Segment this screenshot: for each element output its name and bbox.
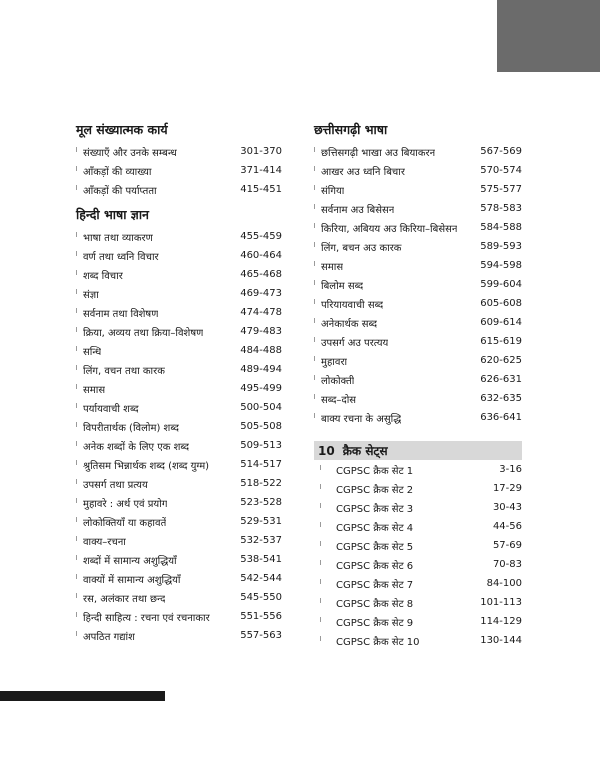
toc-entry [76,569,282,588]
entry-title: CGPSC क्रैक सेट 1 [314,463,413,477]
entry-pages: 455-459 [240,231,282,242]
entry-pages: 474-478 [240,307,282,318]
entry-pages: 557-563 [240,630,282,641]
entry-title: सन्धि [76,344,101,358]
toc-entry [314,389,522,408]
crack-sets-heading [314,441,522,460]
entry-pages: 101-113 [480,597,522,608]
entry-pages: 570-574 [480,165,522,176]
entry-pages: 17-29 [492,483,522,494]
entry-title: CGPSC क्रैक सेट 9 [314,615,413,629]
entry-title: उपसर्ग अउ परत्यय [314,335,388,349]
entry-title: लिंग, वचन तथा कारक [76,363,165,377]
entry-pages: 495-499 [240,383,282,394]
toc-entry [314,536,522,555]
entry-pages: 30-43 [492,502,522,513]
bottom-bar [0,691,165,701]
entry-title: विपरीतार्थक (विलोम) शब्द [76,420,179,434]
section-heading-hindi: हिन्दी भाषा ज्ञान [76,207,149,222]
entry-pages: 415-451 [240,184,282,195]
entry-pages: 489-494 [240,364,282,375]
entry-title: सर्वनाम अउ बिसेसन [314,202,394,216]
toc-entry [314,275,522,294]
corner-block [497,0,600,72]
section-heading-numeric: मूल संख्यात्मक कार्य [76,122,168,137]
entry-title: वाक्यों में सामान्य अशुद्धियाँ [76,572,181,586]
toc-entry [76,180,282,199]
entry-pages: 57-69 [492,540,522,551]
entry-title: CGPSC क्रैक सेट 10 [314,634,420,648]
entry-pages: 599-604 [480,279,522,290]
entry-pages: 620-625 [480,355,522,366]
entry-title: सब्द–दोस [314,392,356,406]
entry-pages: 551-556 [240,611,282,622]
entry-title: CGPSC क्रैक सेट 7 [314,577,413,591]
entry-pages: 578-583 [480,203,522,214]
toc-entry [314,408,522,427]
toc-entry [76,531,282,550]
entry-pages: 84-100 [486,578,522,589]
left-column [76,122,282,645]
entry-pages: 505-508 [240,421,282,432]
entry-pages: 484-488 [240,345,282,356]
entry-title: लोकोक्ती [314,373,354,387]
toc-entry [314,593,522,612]
entry-title: आखर अउ ध्वनि बिचार [314,164,405,178]
toc-entry [314,199,522,218]
toc-entry [76,398,282,417]
entry-pages: 545-550 [240,592,282,603]
entry-pages: 509-513 [240,440,282,451]
entry-title: शब्दों में सामान्य अशुद्धियाँ [76,553,177,567]
toc-entry [76,512,282,531]
entry-pages: 532-537 [240,535,282,546]
entry-pages: 114-129 [480,616,522,627]
entry-title: अनेक शब्दों के लिए एक शब्द [76,439,189,453]
toc-entry [76,322,282,341]
entry-title: लिंग, बचन अउ कारक [314,240,402,254]
toc-entry [76,227,282,246]
toc-entry [76,246,282,265]
entry-title: भाषा तथा व्याकरण [76,230,153,244]
entry-title: CGPSC क्रैक सेट 3 [314,501,413,515]
entry-title: बिलोम सब्द [314,278,363,292]
toc-entry [314,612,522,631]
entry-pages: 626-631 [480,374,522,385]
toc-entry [76,284,282,303]
toc-entry [76,303,282,322]
entry-title: हिन्दी साहित्य : रचना एवं रचनाकार [76,610,210,624]
toc-entry [314,370,522,389]
entry-title: CGPSC क्रैक सेट 6 [314,558,413,572]
entry-pages: 130-144 [480,635,522,646]
toc-entry [76,142,282,161]
toc-entry [76,626,282,645]
entry-pages: 518-522 [240,478,282,489]
crack-sets-title: क्रैक सेट्स [342,444,388,458]
entry-title: छत्तिसगढ़ी भाखा अउ बियाकरन [314,145,435,159]
entry-pages: 538-541 [240,554,282,565]
entry-title: अपठित गद्यांश [76,629,135,643]
toc-entry [76,550,282,569]
toc-entry [314,237,522,256]
entry-pages: 3-16 [499,464,522,475]
entries-crack-sets [314,460,522,650]
toc-entry [314,574,522,593]
entry-pages: 605-608 [480,298,522,309]
entry-title: किरिया, अबियय अउ किरिया–बिसेसन [314,221,457,235]
entry-pages: 584-588 [480,222,522,233]
entry-title: आँकड़ों की व्याख्या [76,164,152,178]
toc-entry [314,555,522,574]
toc-entry [314,142,522,161]
entry-pages: 594-598 [480,260,522,271]
entry-title: समास [76,382,105,396]
entry-pages: 567-569 [480,146,522,157]
entry-pages: 479-483 [240,326,282,337]
entry-pages: 615-619 [480,336,522,347]
entry-title: उपसर्ग तथा प्रत्यय [76,477,148,491]
toc-entry [314,313,522,332]
entry-pages: 469-473 [240,288,282,299]
entry-pages: 529-531 [240,516,282,527]
entry-title: मुहावरा [314,354,347,368]
entry-pages: 301-370 [240,146,282,157]
entry-title: वाक्य–रचना [76,534,126,548]
toc-entry [76,379,282,398]
toc-entry [314,332,522,351]
toc-entry [314,256,522,275]
entry-title: संगिया [314,183,344,197]
toc-entry [76,588,282,607]
entry-title: पर्यायवाची शब्द [76,401,139,415]
entry-title: समास [314,259,343,273]
entry-pages: 636-641 [480,412,522,423]
toc-entry [314,631,522,650]
entry-pages: 609-614 [480,317,522,328]
toc-entry [314,517,522,536]
entry-pages: 371-414 [240,165,282,176]
entry-title: CGPSC क्रैक सेट 5 [314,539,413,553]
toc-entry [76,436,282,455]
entry-title: शब्द विचार [76,268,123,282]
entries-chhattisgarhi [314,142,522,427]
entry-title: CGPSC क्रैक सेट 2 [314,482,413,496]
entry-title: क्रिया, अव्यय तथा क्रिया–विशेषण [76,325,203,339]
toc-entry [76,607,282,626]
toc-entry [314,218,522,237]
entry-pages: 460-464 [240,250,282,261]
toc-entry [76,265,282,284]
toc-entry [76,417,282,436]
toc-entry [314,180,522,199]
entry-pages: 44-56 [492,521,522,532]
entry-pages: 70-83 [492,559,522,570]
toc-entry [314,161,522,180]
toc-entry [76,455,282,474]
toc-entry [76,360,282,379]
entry-title: परियायवाची सब्द [314,297,383,311]
toc-entry [314,479,522,498]
entry-title: संज्ञा [76,287,99,301]
toc-entry [76,161,282,180]
entry-title: CGPSC क्रैक सेट 4 [314,520,413,534]
entry-pages: 523-528 [240,497,282,508]
toc-entry [314,351,522,370]
entry-pages: 465-468 [240,269,282,280]
entries-hindi [76,227,282,645]
entry-title: मुहावरे : अर्थ एवं प्रयोग [76,496,167,510]
entry-pages: 500-504 [240,402,282,413]
entry-pages: 542-544 [240,573,282,584]
entry-pages: 632-635 [480,393,522,404]
toc-entry [314,498,522,517]
entry-title: संख्याएँ और उनके सम्बन्ध [76,145,177,159]
toc-entry [76,474,282,493]
entry-title: सर्वनाम तथा विशेषण [76,306,158,320]
entry-title: लोकोक्तियाँ या कहावतें [76,515,166,529]
entry-pages: 575-577 [480,184,522,195]
toc-entry [314,294,522,313]
right-column [314,122,522,650]
entry-title: श्रुतिसम भिन्नार्थक शब्द (शब्द युग्म) [76,458,209,472]
entries-numeric [76,142,282,199]
toc-entry [314,460,522,479]
entry-title: रस, अलंकार तथा छन्द [76,591,165,605]
entry-title: बाक्य रचना के असुद्धि [314,411,401,425]
entry-title: आँकड़ों की पर्याप्तता [76,183,157,197]
section-heading-chhattisgarhi: छत्तीसगढ़ी भाषा [314,122,388,137]
entry-title: अनेकार्थक सब्द [314,316,377,330]
crack-sets-number: 10 [318,443,335,458]
entry-pages: 589-593 [480,241,522,252]
entry-title: वर्ण तथा ध्वनि विचार [76,249,159,263]
toc-entry [76,341,282,360]
entry-title: CGPSC क्रैक सेट 8 [314,596,413,610]
entry-pages: 514-517 [240,459,282,470]
toc-entry [76,493,282,512]
